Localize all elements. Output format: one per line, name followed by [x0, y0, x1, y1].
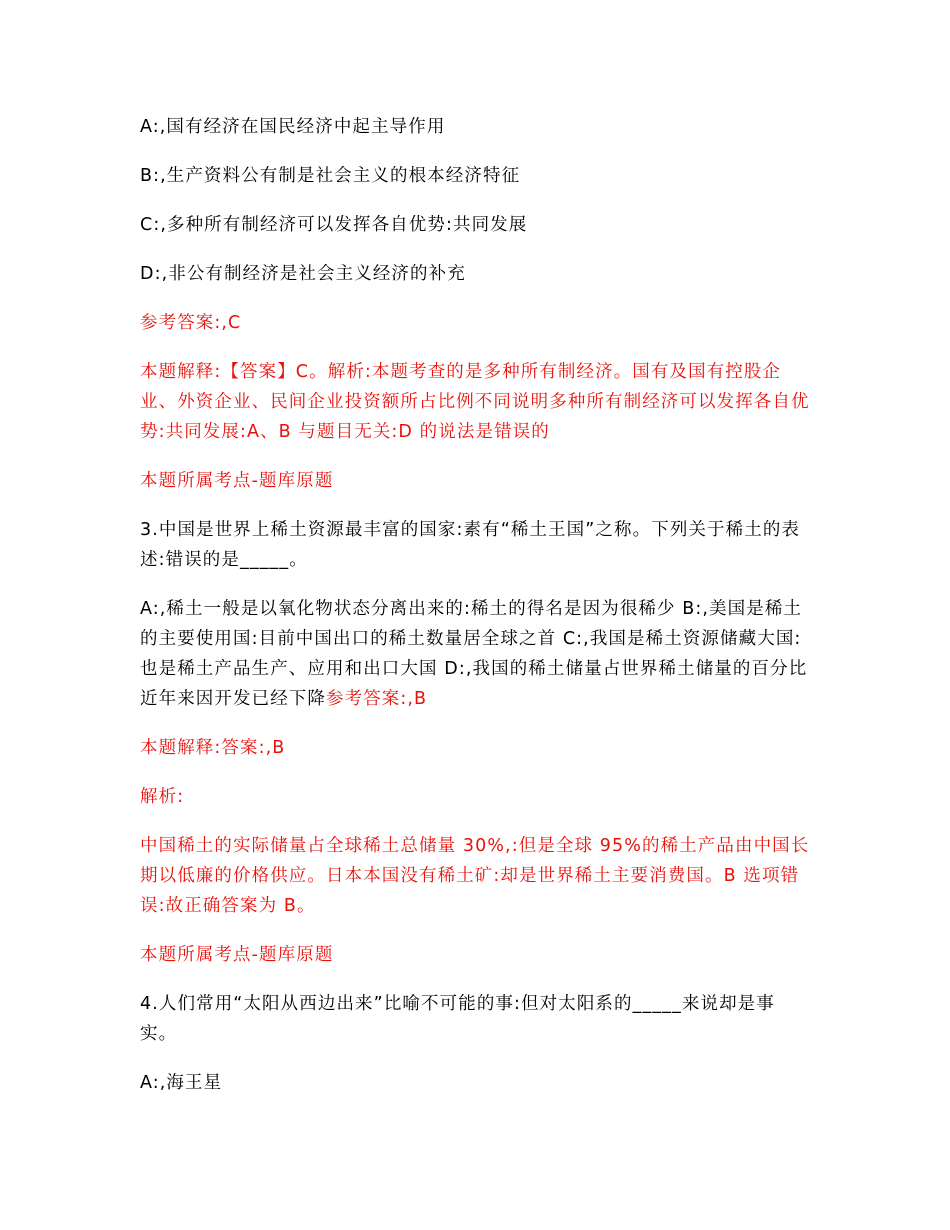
- q2-source: 本题所属考点-题库原题: [140, 471, 334, 491]
- q2-answer: 参考答案:,C: [140, 313, 242, 333]
- q3-analysis: 中国稀土的实际储量占全球稀土总储量 30%,:但是全球 95%的稀土产品由中国长期以低廉的价格供应。日本本国没有稀土矿:却是世界稀土主要消费国。B 选项错误:故正确答案为 B。: [140, 836, 810, 916]
- q3-analysis-label: 解析:: [140, 787, 185, 807]
- q4-question: 4.人们常用“太阳从西边出来”比喻不可能的事:但对太阳系的_____来说却是事实。: [140, 994, 775, 1044]
- q3-source: 本题所属考点-题库原题: [140, 945, 334, 965]
- q2-option-d: D:,非公有制经济是社会主义经济的补充: [140, 264, 466, 284]
- q3-options-text: A:,稀土一般是以氧化物状态分离出来的:稀土的得名是因为很稀少 B:,美国是稀土的主要使用国:目前中国出口的稀土数量居全球之首 C:,我国是稀土资源储藏大国:也是稀土产品生产、应用和出口大国 D:,我国的稀土储量占世界稀土储量的百分比近年来因开发已经下降: [140, 599, 808, 709]
- q3-explanation-answer: 本题解释:答案:,B: [140, 738, 286, 758]
- q2-option-c: C:,多种所有制经济可以发挥各自优势:共同发展: [140, 215, 528, 235]
- q2-option-a: A:,国有经济在国民经济中起主导作用: [140, 117, 446, 137]
- q3-question: 3.中国是世界上稀土资源最丰富的国家:素有“稀土王国”之称。下列关于稀土的表述:错误的是_____。: [140, 520, 801, 570]
- q2-explanation: 本题解释:【答案】C。解析:本题考查的是多种所有制经济。国有及国有控股企业、外资企业、民间企业投资额所占比例不同说明多种所有制经济可以发挥各自优势:共同发展:A、B 与题目无关:D 的说法是错误的: [140, 362, 810, 442]
- q3-answer: 参考答案:,B: [326, 689, 428, 709]
- q2-option-b: B:,生产资料公有制是社会主义的根本经济特征: [140, 166, 521, 186]
- document-page: [140, 112, 812, 1117]
- q3-options: [140, 594, 812, 714]
- q4-option-a: A:,海王星: [140, 1073, 223, 1093]
